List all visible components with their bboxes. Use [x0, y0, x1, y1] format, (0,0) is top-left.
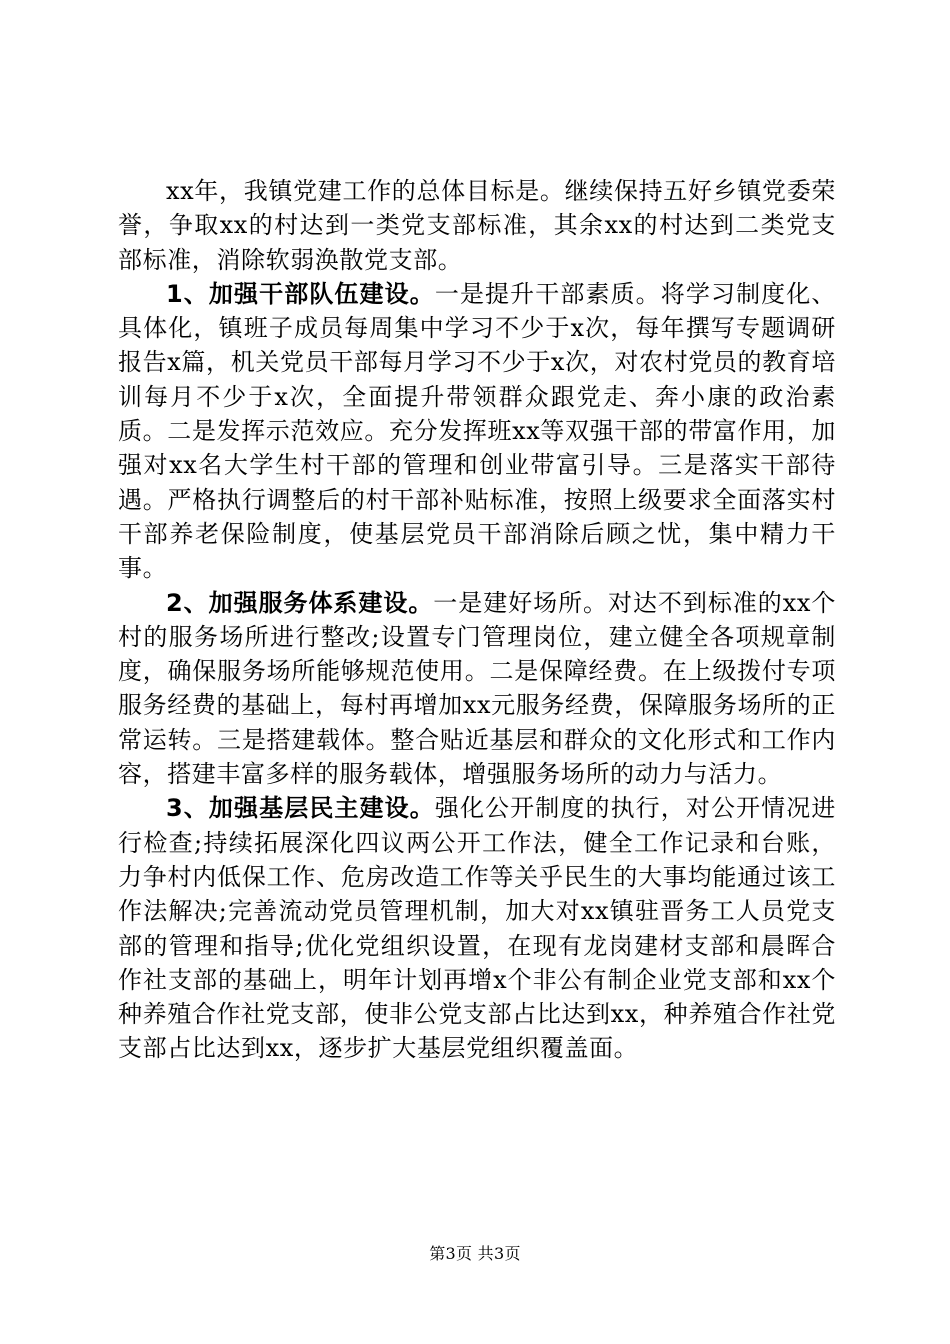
paragraph-grassroots-democracy [118, 791, 836, 1065]
document-body [118, 174, 836, 1066]
paragraph-goal [118, 174, 836, 277]
paragraph-text: 一是建好场所。对达不到标准的xx个村的服务场所进行整改;设置专门管理岗位，建立健全各项规章制度，确保服务场所能够规范使用。二是保障经费。在上级拨付专项服务经费的基础上，每村再增加xx元服务经费，保障服务场所的正常运转。三是搭建载体。整合贴近基层和群众的文化形式和工作内容，搭建丰富多样的服务载体，增强服务场所的动力与活力。 [118, 588, 836, 789]
paragraph-service-system [118, 586, 836, 792]
paragraph-text: 强化公开制度的执行，对公开情况进行检查;持续拓展深化四议两公开工作法，健全工作记录和台账，力争村内低保工作、危房改造工作等关乎民生的大事均能通过该工作法解决;完善流动党员管理机制，加大对xx镇驻晋务工人员党支部的管理和指导;优化党组织设置，在现有龙岗建材支部和晨晖合作社支部的基础上，明年计划再增x个非公有制企业党支部和xx个种养殖合作社党支部，使非公党支部占比达到xx，种养殖合作社党支部占比达到xx，逐步扩大基层党组织覆盖面。 [118, 794, 836, 1063]
paragraph-heading: 3、加强基层民主建设。 [166, 794, 435, 823]
paragraph-text: 一是提升干部素质。将学习制度化、具体化，镇班子成员每周集中学习不少于x次，每年撰写专题调研报告x篇，机关党员干部每月学习不少于x次，对农村党员的教育培训每月不少于x次，全面提升带领群众跟党走、奔小康的政治素质。二是发挥示范效应。充分发挥班xx等双强干部的带富作用，加强对xx名大学生村干部的管理和创业带富引导。三是落实干部待遇。严格执行调整后的村干部补贴标准，按照上级要求全面落实村干部养老保险制度，使基层党员干部消除后顾之忧，集中精力干事。 [118, 279, 836, 583]
paragraph-heading: 2、加强服务体系建设。 [166, 588, 434, 617]
paragraph-cadre-team [118, 277, 836, 586]
paragraph-text: xx年，我镇党建工作的总体目标是。继续保持五好乡镇党委荣誉，争取xx的村达到一类党支部标准，其余xx的村达到二类党支部标准，消除软弱涣散党支部。 [118, 177, 836, 274]
page-number-footer: 第3页 共3页 [429, 1244, 521, 1263]
paragraph-heading: 1、加强干部队伍建设。 [166, 279, 435, 308]
